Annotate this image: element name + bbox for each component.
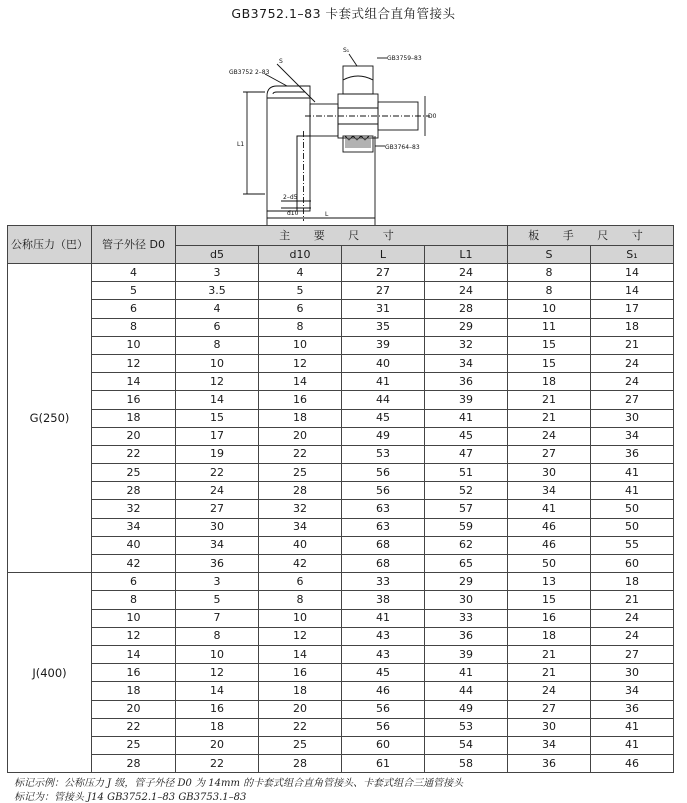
table-row — [8, 609, 674, 627]
table-cell: 36 — [591, 700, 674, 718]
table-cell: 21 — [508, 664, 591, 682]
table-cell: 8 — [176, 627, 259, 645]
table-cell: 47 — [425, 445, 508, 463]
spec-table-body — [8, 264, 674, 773]
fitting-drawing — [225, 36, 450, 226]
table-cell: 34 — [508, 736, 591, 754]
table-cell: 41 — [591, 736, 674, 754]
table-cell: 27 — [591, 391, 674, 409]
table-cell: 56 — [342, 482, 425, 500]
table-cell: 32 — [259, 500, 342, 518]
table-cell: 4 — [92, 264, 176, 282]
table-row — [8, 555, 674, 573]
table-cell: 34 — [259, 518, 342, 536]
header-l1: L1 — [425, 246, 508, 264]
table-cell: 41 — [508, 500, 591, 518]
table-cell: 14 — [92, 373, 176, 391]
table-row — [8, 464, 674, 482]
table-cell: 36 — [508, 755, 591, 773]
table-cell: 20 — [92, 427, 176, 445]
table-cell: 25 — [92, 736, 176, 754]
table-cell: 15 — [176, 409, 259, 427]
table-row — [8, 282, 674, 300]
table-cell: 6 — [92, 300, 176, 318]
table-row — [8, 409, 674, 427]
table-cell: 49 — [342, 427, 425, 445]
table-cell: 41 — [591, 482, 674, 500]
table-cell: 42 — [259, 555, 342, 573]
table-cell: 28 — [92, 482, 176, 500]
table-cell: 40 — [342, 354, 425, 372]
table-cell: 30 — [591, 664, 674, 682]
table-cell: 25 — [259, 736, 342, 754]
table-row — [8, 627, 674, 645]
table-cell: 12 — [176, 373, 259, 391]
table-cell: 24 — [425, 282, 508, 300]
table-cell: 68 — [342, 536, 425, 554]
table-cell: 56 — [342, 700, 425, 718]
table-cell: 49 — [425, 700, 508, 718]
table-cell: 14 — [591, 264, 674, 282]
table-cell: 3 — [176, 573, 259, 591]
table-cell: 39 — [342, 336, 425, 354]
label-gb-right: GB3764–83 — [385, 144, 420, 151]
table-cell: 5 — [176, 591, 259, 609]
table-cell: 65 — [425, 555, 508, 573]
table-cell: 53 — [342, 445, 425, 463]
table-row — [8, 391, 674, 409]
table-cell: 39 — [425, 391, 508, 409]
table-cell: 45 — [425, 427, 508, 445]
label-d10: d10 — [287, 210, 299, 217]
table-cell: 12 — [259, 354, 342, 372]
table-cell: 14 — [259, 373, 342, 391]
table-row — [8, 336, 674, 354]
table-cell: 14 — [591, 282, 674, 300]
table-cell: 59 — [425, 518, 508, 536]
table-row — [8, 500, 674, 518]
table-cell: 41 — [591, 718, 674, 736]
table-cell: 21 — [508, 409, 591, 427]
table-cell: 8 — [92, 591, 176, 609]
table-cell: 27 — [342, 264, 425, 282]
table-cell: 21 — [591, 336, 674, 354]
table-cell: 12 — [176, 664, 259, 682]
table-cell: 12 — [92, 627, 176, 645]
table-cell: 32 — [92, 500, 176, 518]
table-cell: 61 — [342, 755, 425, 773]
label-d0: D0 — [428, 113, 437, 120]
table-cell: 15 — [508, 591, 591, 609]
table-row — [8, 664, 674, 682]
table-row — [8, 736, 674, 754]
table-cell: 55 — [591, 536, 674, 554]
table-cell: 12 — [92, 354, 176, 372]
table-cell: 22 — [92, 445, 176, 463]
note-example: 标记示例：公称压力 J 级，管子外径 D0 为 14mm 的卡套式组合直角管接头、卡套式组合三通管接头 — [14, 778, 464, 789]
table-cell: 44 — [342, 391, 425, 409]
table-cell: 41 — [342, 373, 425, 391]
table-cell: 60 — [591, 555, 674, 573]
table-cell: 50 — [591, 500, 674, 518]
table-cell: 24 — [591, 354, 674, 372]
table-cell: 34 — [176, 536, 259, 554]
page-title: GB3752.1–83 卡套式组合直角管接头 — [231, 6, 456, 21]
table-cell: 27 — [176, 500, 259, 518]
table-cell: 10 — [259, 609, 342, 627]
table-cell: 24 — [425, 264, 508, 282]
table-cell: 6 — [92, 573, 176, 591]
table-cell: 54 — [425, 736, 508, 754]
label-l1: L1 — [237, 141, 245, 148]
table-cell: 22 — [259, 718, 342, 736]
table-cell: 45 — [342, 664, 425, 682]
table-cell: 14 — [92, 645, 176, 663]
label-s: S — [279, 58, 283, 65]
header-d5: d5 — [176, 246, 259, 264]
table-cell: 27 — [342, 282, 425, 300]
table-cell: 27 — [508, 700, 591, 718]
table-cell: 52 — [425, 482, 508, 500]
table-cell: 10 — [92, 336, 176, 354]
table-row — [8, 373, 674, 391]
table-cell: 8 — [176, 336, 259, 354]
table-cell: 22 — [259, 445, 342, 463]
header-l: L — [342, 246, 425, 264]
table-cell: 41 — [425, 664, 508, 682]
table-cell: 41 — [425, 409, 508, 427]
table-cell: 43 — [342, 645, 425, 663]
table-row — [8, 445, 674, 463]
table-cell: 27 — [508, 445, 591, 463]
table-cell: 29 — [425, 573, 508, 591]
table-cell: 46 — [591, 755, 674, 773]
table-cell: 12 — [259, 627, 342, 645]
header-pressure: 公称压力（巴） — [8, 226, 92, 264]
table-cell: 3.5 — [176, 282, 259, 300]
table-cell: 24 — [591, 627, 674, 645]
table-cell: 45 — [342, 409, 425, 427]
table-row — [8, 482, 674, 500]
table-cell: 8 — [92, 318, 176, 336]
table-row — [8, 755, 674, 773]
table-cell: 17 — [591, 300, 674, 318]
table-cell: 18 — [92, 682, 176, 700]
header-d10: d10 — [259, 246, 342, 264]
header-main-dims: 主 要 尺 寸 — [176, 226, 508, 246]
table-row — [8, 682, 674, 700]
table-cell: 14 — [176, 682, 259, 700]
table-cell: 46 — [508, 536, 591, 554]
table-cell: 28 — [259, 755, 342, 773]
table-cell: 30 — [508, 464, 591, 482]
table-row — [8, 573, 674, 591]
table-cell: 51 — [425, 464, 508, 482]
table-cell: 18 — [259, 409, 342, 427]
table-cell: 18 — [92, 409, 176, 427]
table-cell: 24 — [508, 427, 591, 445]
table-cell: 8 — [508, 282, 591, 300]
table-cell: 44 — [425, 682, 508, 700]
table-row — [8, 700, 674, 718]
table-cell: 63 — [342, 500, 425, 518]
table-cell: 10 — [508, 300, 591, 318]
table-cell: 63 — [342, 518, 425, 536]
table-cell: 14 — [259, 645, 342, 663]
table-cell: 34 — [508, 482, 591, 500]
header-pipe-od: 管子外径 D0 — [92, 226, 176, 264]
table-cell: 36 — [591, 445, 674, 463]
table-cell: 57 — [425, 500, 508, 518]
table-cell: 22 — [92, 718, 176, 736]
table-cell: 30 — [176, 518, 259, 536]
label-gb-left: GB3752 2–83 — [229, 69, 270, 76]
table-cell: 21 — [508, 391, 591, 409]
table-cell: 8 — [259, 591, 342, 609]
table-row — [8, 427, 674, 445]
table-cell: 20 — [92, 700, 176, 718]
table-cell: 7 — [176, 609, 259, 627]
table-cell: 15 — [508, 354, 591, 372]
table-cell: 20 — [259, 427, 342, 445]
table-cell: 41 — [591, 464, 674, 482]
table-cell: 18 — [591, 573, 674, 591]
table-cell: 6 — [259, 300, 342, 318]
table-row — [8, 318, 674, 336]
table-cell: 16 — [259, 391, 342, 409]
table-cell: 27 — [591, 645, 674, 663]
table-cell: 25 — [259, 464, 342, 482]
table-cell: 34 — [92, 518, 176, 536]
table-cell: 46 — [342, 682, 425, 700]
table-cell: 10 — [176, 645, 259, 663]
table-cell: 5 — [92, 282, 176, 300]
table-row — [8, 536, 674, 554]
table-cell: 24 — [508, 682, 591, 700]
table-cell: 34 — [591, 682, 674, 700]
table-cell: 19 — [176, 445, 259, 463]
table-cell: 5 — [259, 282, 342, 300]
table-cell: 33 — [342, 573, 425, 591]
table-cell: 34 — [591, 427, 674, 445]
label-gb-top: GB3759–83 — [387, 55, 422, 62]
table-cell: 30 — [425, 591, 508, 609]
table-cell: 25 — [92, 464, 176, 482]
table-cell: 10 — [176, 354, 259, 372]
table-cell: 10 — [92, 609, 176, 627]
table-cell: 18 — [508, 627, 591, 645]
table-cell: 24 — [176, 482, 259, 500]
table-cell: 24 — [591, 609, 674, 627]
table-cell: 46 — [508, 518, 591, 536]
label-s1: S₁ — [343, 47, 350, 54]
table-cell: 14 — [176, 391, 259, 409]
table-cell: 31 — [342, 300, 425, 318]
table-cell: 53 — [425, 718, 508, 736]
table-cell: 38 — [342, 591, 425, 609]
table-cell: 18 — [259, 682, 342, 700]
header-s: S — [508, 246, 591, 264]
table-cell: 36 — [425, 627, 508, 645]
table-cell: 62 — [425, 536, 508, 554]
table-row — [8, 264, 674, 282]
table-cell: 16 — [508, 609, 591, 627]
table-cell: 4 — [176, 300, 259, 318]
header-s1: S₁ — [591, 246, 674, 264]
table-cell: 35 — [342, 318, 425, 336]
table-cell: 15 — [508, 336, 591, 354]
table-cell: 39 — [425, 645, 508, 663]
table-cell: 40 — [92, 536, 176, 554]
table-cell: 32 — [425, 336, 508, 354]
table-cell: 3 — [176, 264, 259, 282]
table-cell: 30 — [591, 409, 674, 427]
pressure-class-cell: J(400) — [8, 573, 92, 773]
table-cell: 16 — [259, 664, 342, 682]
table-cell: 28 — [259, 482, 342, 500]
table-cell: 16 — [176, 700, 259, 718]
table-cell: 40 — [259, 536, 342, 554]
spec-table — [7, 225, 674, 773]
table-cell: 36 — [425, 373, 508, 391]
table-cell: 43 — [342, 627, 425, 645]
table-cell: 18 — [591, 318, 674, 336]
table-cell: 16 — [92, 664, 176, 682]
table-cell: 28 — [92, 755, 176, 773]
table-cell: 68 — [342, 555, 425, 573]
table-cell: 28 — [425, 300, 508, 318]
table-row — [8, 300, 674, 318]
note-marking: 标记为：管接头 J14 GB3752.1–83 GB3753.1–83 — [14, 792, 247, 803]
table-cell: 21 — [508, 645, 591, 663]
table-cell: 18 — [176, 718, 259, 736]
label-l: L — [325, 211, 329, 218]
table-cell: 6 — [176, 318, 259, 336]
table-cell: 11 — [508, 318, 591, 336]
table-cell: 13 — [508, 573, 591, 591]
table-cell: 29 — [425, 318, 508, 336]
header-wrench: 板 手 尺 寸 — [508, 226, 674, 246]
table-cell: 24 — [591, 373, 674, 391]
table-cell: 33 — [425, 609, 508, 627]
pressure-class-cell: G(250) — [8, 264, 92, 573]
table-cell: 22 — [176, 464, 259, 482]
table-cell: 20 — [176, 736, 259, 754]
table-row — [8, 645, 674, 663]
table-cell: 50 — [591, 518, 674, 536]
table-cell: 6 — [259, 573, 342, 591]
table-cell: 4 — [259, 264, 342, 282]
table-cell: 56 — [342, 718, 425, 736]
table-row — [8, 591, 674, 609]
table-cell: 20 — [259, 700, 342, 718]
table-row — [8, 718, 674, 736]
table-cell: 21 — [591, 591, 674, 609]
table-cell: 41 — [342, 609, 425, 627]
table-cell: 42 — [92, 555, 176, 573]
table-cell: 56 — [342, 464, 425, 482]
table-cell: 36 — [176, 555, 259, 573]
table-cell: 16 — [92, 391, 176, 409]
table-cell: 58 — [425, 755, 508, 773]
table-cell: 8 — [259, 318, 342, 336]
table-row — [8, 354, 674, 372]
table-cell: 60 — [342, 736, 425, 754]
table-cell: 50 — [508, 555, 591, 573]
label-d5: 2–d5 — [283, 194, 298, 201]
table-cell: 18 — [508, 373, 591, 391]
table-cell: 8 — [508, 264, 591, 282]
table-cell: 10 — [259, 336, 342, 354]
table-row — [8, 518, 674, 536]
table-cell: 17 — [176, 427, 259, 445]
table-cell: 22 — [176, 755, 259, 773]
table-cell: 34 — [425, 354, 508, 372]
table-cell: 30 — [508, 718, 591, 736]
